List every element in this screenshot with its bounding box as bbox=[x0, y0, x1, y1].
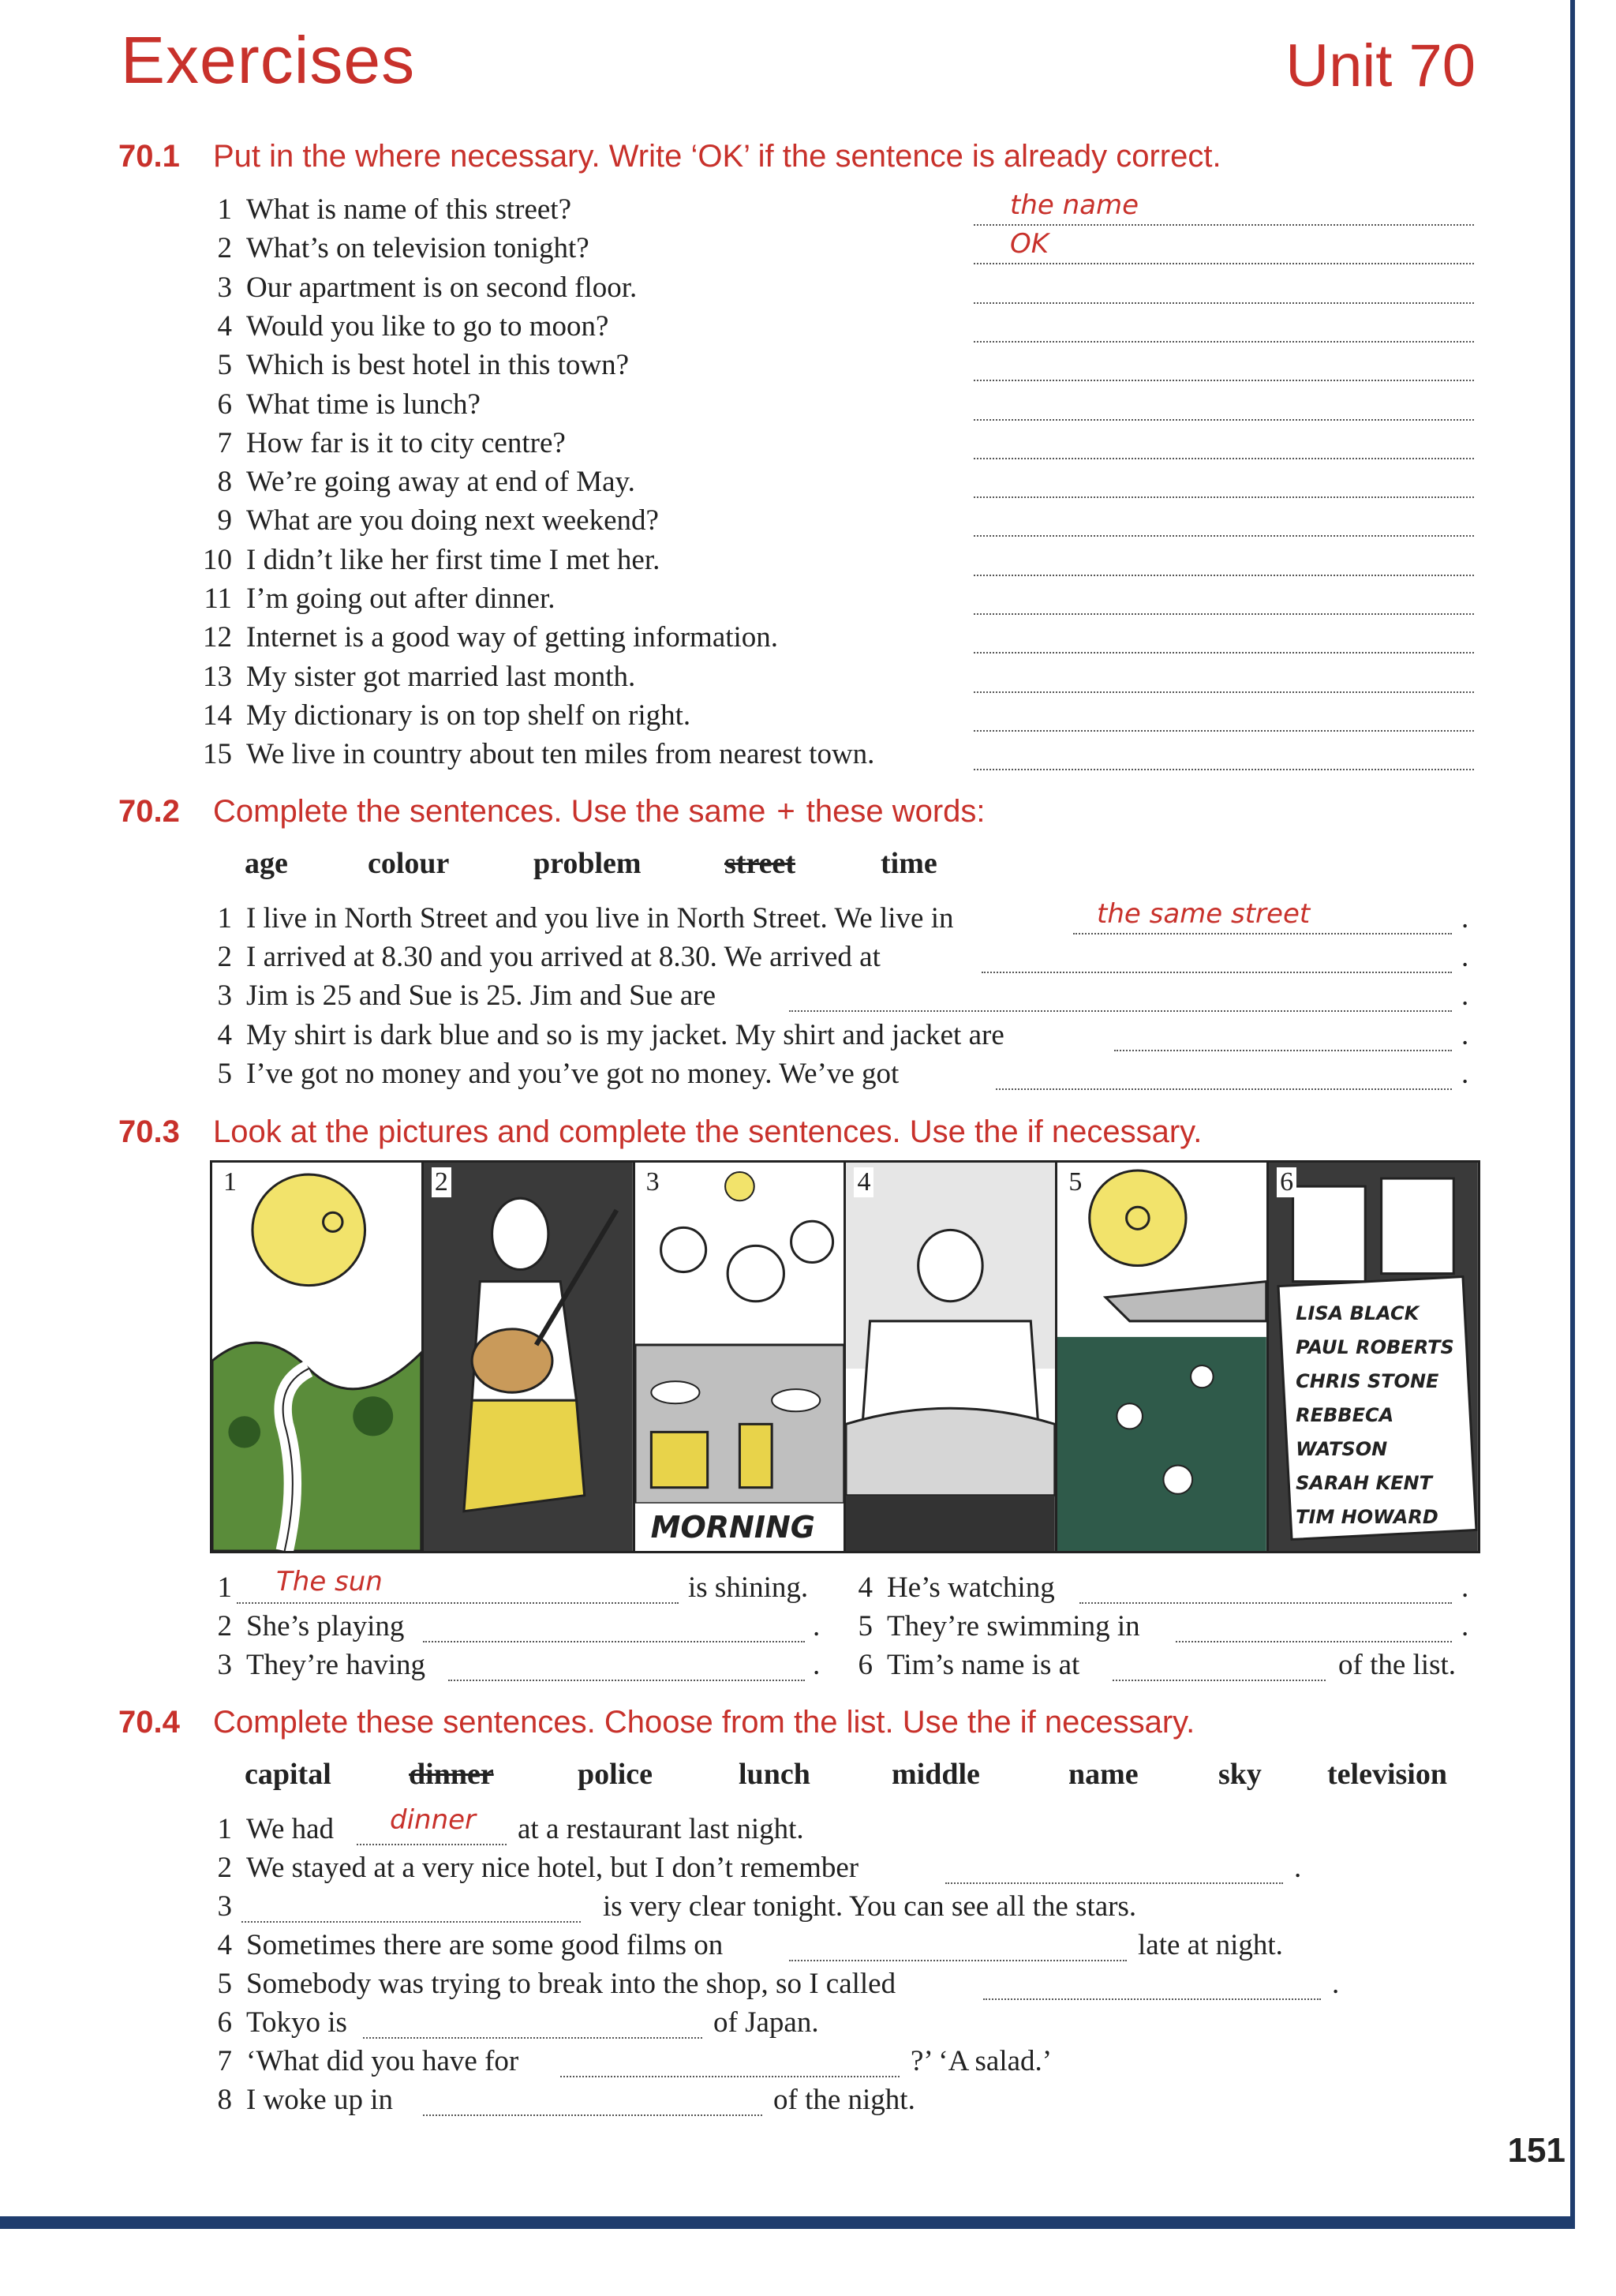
picture-number: 3 bbox=[643, 1167, 663, 1197]
item-text: I’ve got no money and you’ve got no money. We’ve got bbox=[246, 1058, 900, 1090]
tv-watching-illustration bbox=[846, 1163, 1055, 1551]
item-number: 13 bbox=[203, 661, 232, 693]
answer-line[interactable] bbox=[241, 1921, 581, 1923]
answer-line[interactable] bbox=[423, 1641, 805, 1642]
item-number: 1 bbox=[217, 1813, 232, 1845]
sentence-end: . bbox=[1461, 979, 1469, 1012]
list-name: REBBECA bbox=[1296, 1404, 1394, 1426]
list-item bbox=[193, 1928, 723, 1963]
instruction-text: these words: bbox=[806, 794, 986, 829]
item-number: 10 bbox=[203, 544, 232, 576]
list-item bbox=[193, 348, 629, 383]
sea-swimming-illustration bbox=[1057, 1163, 1266, 1551]
list-item bbox=[833, 1648, 1079, 1683]
guitar-player-illustration bbox=[424, 1163, 633, 1551]
item-text: They’re swimming in bbox=[887, 1610, 1140, 1642]
picture-guitar bbox=[424, 1163, 635, 1551]
answer-line[interactable] bbox=[448, 1680, 805, 1681]
list-item bbox=[193, 465, 635, 500]
answer-line[interactable] bbox=[974, 691, 1474, 693]
item-number: 2 bbox=[217, 232, 232, 264]
answer-line[interactable] bbox=[974, 769, 1474, 770]
item-text: I arrived at 8.30 and you arrived at 8.30. We arrived at bbox=[246, 941, 881, 973]
list-name: TIM HOWARD bbox=[1296, 1506, 1438, 1528]
item-number: 8 bbox=[217, 2084, 232, 2116]
word-option: lunch bbox=[739, 1758, 810, 1791]
item-number: 4 bbox=[217, 1929, 232, 1961]
item-number: 9 bbox=[217, 504, 232, 537]
list-item bbox=[833, 1609, 1140, 1644]
item-text: ‘What did you have for bbox=[246, 2045, 519, 2077]
exercise-number: 70.1 bbox=[118, 139, 180, 174]
right-border bbox=[1570, 0, 1575, 2229]
item-number: 6 bbox=[217, 2006, 232, 2039]
list-item bbox=[193, 1967, 896, 2002]
answer-line[interactable] bbox=[974, 263, 1474, 264]
item-text: Tokyo is bbox=[246, 2006, 347, 2039]
item-number: 6 bbox=[217, 388, 232, 421]
list-item bbox=[193, 309, 608, 344]
item-number: 5 bbox=[217, 1058, 232, 1090]
item-number: 4 bbox=[217, 1019, 232, 1051]
list-item bbox=[193, 193, 571, 227]
item-number: 14 bbox=[203, 699, 232, 732]
item-number: 1 bbox=[217, 1571, 232, 1604]
word-option: age bbox=[245, 847, 288, 880]
bottom-border bbox=[0, 2216, 1570, 2229]
answer-line[interactable] bbox=[974, 730, 1474, 732]
picture-caption: MORNING bbox=[650, 1510, 815, 1545]
exercise-number: 70.2 bbox=[118, 794, 180, 829]
item-number: 3 bbox=[217, 979, 232, 1012]
plus-symbol: + bbox=[776, 794, 795, 829]
item-text: How far is it to city centre? bbox=[246, 427, 566, 459]
word-option: problem bbox=[533, 847, 642, 880]
item-number: 1 bbox=[217, 193, 232, 226]
unit-label: Unit 70 bbox=[1285, 32, 1476, 99]
word-option: television bbox=[1327, 1758, 1447, 1791]
item-number: 7 bbox=[217, 2045, 232, 2077]
word-option: colour bbox=[368, 847, 450, 880]
item-text: I live in North Street and you live in North Street. We live in bbox=[246, 902, 954, 935]
sentence-end: . bbox=[1461, 1058, 1469, 1090]
word-option: sky bbox=[1218, 1758, 1262, 1791]
item-number: 4 bbox=[858, 1571, 873, 1604]
exercise-instruction: Complete these sentences. Choose from the list. Use the if necessary. bbox=[213, 1705, 1195, 1740]
list-item bbox=[193, 1018, 1004, 1053]
item-text: What’s on television tonight? bbox=[246, 232, 589, 264]
list-item bbox=[193, 1812, 334, 1847]
answer-text: dinner bbox=[390, 1804, 477, 1836]
item-text-after: ?’ ‘A salad.’ bbox=[911, 2045, 1053, 2077]
item-text-after: of the list. bbox=[1338, 1649, 1457, 1681]
item-number: 3 bbox=[217, 1649, 232, 1681]
list-item bbox=[193, 1890, 246, 1924]
answer-line[interactable] bbox=[983, 1998, 1321, 2000]
list-name: SARAH KENT bbox=[1296, 1472, 1432, 1494]
answer-line[interactable] bbox=[363, 2037, 702, 2039]
item-number: 2 bbox=[217, 1852, 232, 1884]
item-text: Jim is 25 and Sue is 25. Jim and Sue are bbox=[246, 979, 716, 1012]
list-item bbox=[193, 2006, 347, 2040]
answer-line[interactable] bbox=[996, 1088, 1452, 1090]
list-item bbox=[193, 231, 589, 266]
exercise-number: 70.4 bbox=[118, 1705, 180, 1740]
list-item bbox=[193, 1609, 404, 1644]
item-text-after: . bbox=[813, 1610, 821, 1642]
item-number: 12 bbox=[203, 621, 232, 654]
list-item bbox=[193, 2044, 518, 2079]
item-text-after: . bbox=[1294, 1852, 1302, 1884]
list-item bbox=[833, 1571, 1055, 1605]
item-text-after: . bbox=[813, 1649, 821, 1681]
word-option: dinner bbox=[409, 1758, 494, 1791]
item-text: He’s watching bbox=[887, 1571, 1055, 1604]
picture-sea bbox=[1057, 1163, 1269, 1551]
list-item bbox=[193, 901, 954, 936]
list-item bbox=[193, 1851, 858, 1886]
list-item bbox=[193, 979, 716, 1013]
picture-sun-park bbox=[212, 1163, 424, 1551]
list-item bbox=[193, 388, 481, 422]
item-number: 3 bbox=[217, 272, 232, 304]
answer-line[interactable] bbox=[1176, 1641, 1452, 1642]
word-option: police bbox=[578, 1758, 653, 1791]
item-number: 15 bbox=[203, 738, 232, 770]
item-text: We’re going away at end of May. bbox=[246, 466, 635, 498]
item-text: We stayed at a very nice hotel, but I don’t remember bbox=[246, 1852, 859, 1884]
picture-television bbox=[846, 1163, 1057, 1551]
list-item bbox=[193, 940, 881, 975]
item-number: 4 bbox=[217, 310, 232, 343]
exercise-number: 70.3 bbox=[118, 1114, 180, 1149]
item-number: 5 bbox=[217, 1968, 232, 2000]
list-item bbox=[193, 620, 778, 655]
item-text: I woke up in bbox=[246, 2084, 393, 2116]
list-item bbox=[193, 660, 635, 695]
picture-number: 5 bbox=[1065, 1167, 1085, 1197]
item-text-after: late at night. bbox=[1138, 1929, 1283, 1961]
list-item bbox=[193, 1057, 899, 1092]
answer-line[interactable] bbox=[974, 535, 1474, 537]
sentence-end: . bbox=[1461, 1019, 1469, 1051]
item-text: My sister got married last month. bbox=[246, 661, 636, 693]
picture-breakfast bbox=[635, 1163, 847, 1551]
word-option: time bbox=[881, 847, 937, 880]
answer-line[interactable] bbox=[1073, 933, 1452, 935]
answer-text: the name bbox=[1010, 189, 1139, 221]
item-text: My shirt is dark blue and so is my jacket. My shirt and jacket are bbox=[246, 1019, 1004, 1051]
sun-park-illustration bbox=[212, 1163, 421, 1551]
picture-number: 6 bbox=[1277, 1167, 1296, 1197]
item-text: My dictionary is on top shelf on right. bbox=[246, 699, 691, 732]
item-text: She’s playing bbox=[246, 1610, 405, 1642]
list-item bbox=[193, 582, 555, 616]
picture-number: 4 bbox=[854, 1167, 873, 1197]
list-item bbox=[193, 504, 659, 538]
picture-number: 2 bbox=[432, 1167, 451, 1197]
answer-text: The sun bbox=[276, 1566, 383, 1597]
item-text: What is name of this street? bbox=[246, 193, 572, 226]
word-option: capital bbox=[245, 1758, 331, 1791]
item-text: We live in country about ten miles from nearest town. bbox=[246, 738, 875, 770]
picture-strip bbox=[210, 1160, 1480, 1553]
page-title: Exercises bbox=[121, 23, 416, 97]
answer-line[interactable] bbox=[974, 341, 1474, 343]
list-item bbox=[193, 737, 874, 772]
answer-line[interactable] bbox=[237, 1602, 679, 1604]
name-list bbox=[1296, 1297, 1454, 1534]
answer-line[interactable] bbox=[974, 575, 1474, 576]
list-item bbox=[193, 426, 566, 461]
answer-line[interactable] bbox=[789, 1960, 1127, 1961]
list-item bbox=[193, 271, 637, 305]
item-text-after: . bbox=[1332, 1968, 1340, 2000]
instruction-text: Complete the sentences. Use the same bbox=[213, 794, 766, 829]
item-text-after: of Japan. bbox=[713, 2006, 819, 2039]
item-text: I didn’t like her first time I met her. bbox=[246, 544, 660, 576]
picture-list bbox=[1269, 1163, 1478, 1551]
item-text-after: is very clear tonight. You can see all the stars. bbox=[603, 1890, 1137, 1923]
answer-line[interactable] bbox=[357, 1844, 507, 1845]
item-text: They’re having bbox=[246, 1649, 426, 1681]
list-item bbox=[193, 1571, 246, 1605]
exercise-instruction: Look at the pictures and complete the sentences. Use the if necessary. bbox=[213, 1114, 1203, 1149]
exercise-instruction bbox=[213, 794, 986, 830]
item-text: I’m going out after dinner. bbox=[246, 582, 556, 615]
item-text: What are you doing next weekend? bbox=[246, 504, 659, 537]
answer-line[interactable] bbox=[1079, 1602, 1452, 1604]
word-option: name bbox=[1068, 1758, 1139, 1791]
item-number: 7 bbox=[217, 427, 232, 459]
picture-number: 1 bbox=[220, 1167, 240, 1197]
word-option: street bbox=[724, 847, 796, 880]
answer-line[interactable] bbox=[560, 2076, 900, 2077]
list-item bbox=[193, 2083, 393, 2118]
answer-line[interactable] bbox=[974, 224, 1474, 226]
item-text: Somebody was trying to break into the shop, so I called bbox=[246, 1968, 896, 2000]
item-number: 5 bbox=[217, 349, 232, 381]
answer-line[interactable] bbox=[789, 1010, 1452, 1012]
item-text: Internet is a good way of getting information. bbox=[246, 621, 779, 654]
item-text: Sometimes there are some good films on bbox=[246, 1929, 724, 1961]
list-item bbox=[193, 699, 690, 733]
answer-line[interactable] bbox=[974, 302, 1474, 304]
answer-line[interactable] bbox=[1113, 1680, 1326, 1681]
breakfast-illustration bbox=[635, 1163, 844, 1551]
answer-text: the same street bbox=[1097, 898, 1311, 930]
answer-line[interactable] bbox=[974, 380, 1474, 381]
item-text: Our apartment is on second floor. bbox=[246, 272, 638, 304]
item-number: 5 bbox=[858, 1610, 873, 1642]
item-text: Tim’s name is at bbox=[887, 1649, 1080, 1681]
item-number: 6 bbox=[858, 1649, 873, 1681]
item-number: 11 bbox=[204, 582, 232, 615]
answer-line[interactable] bbox=[945, 1882, 1283, 1884]
item-number: 8 bbox=[217, 466, 232, 498]
item-number: 2 bbox=[217, 941, 232, 973]
item-number: 1 bbox=[217, 902, 232, 935]
list-name: WATSON bbox=[1296, 1438, 1388, 1460]
item-number: 3 bbox=[217, 1890, 232, 1923]
word-option: middle bbox=[892, 1758, 980, 1791]
answer-text: OK bbox=[1010, 228, 1049, 260]
page-number: 151 bbox=[1507, 2131, 1566, 2170]
list-item bbox=[193, 1648, 425, 1683]
answer-line[interactable] bbox=[423, 2114, 762, 2116]
item-text-after: at a restaurant last night. bbox=[518, 1813, 804, 1845]
list-name: CHRIS STONE bbox=[1296, 1370, 1439, 1392]
exercise-instruction: Put in the where necessary. Write ‘OK’ if the sentence is already correct. bbox=[213, 139, 1221, 174]
sentence-end: . bbox=[1461, 902, 1469, 935]
answer-line[interactable] bbox=[1114, 1050, 1452, 1051]
item-text-after: . bbox=[1461, 1610, 1469, 1642]
item-text-after: of the night. bbox=[773, 2084, 915, 2116]
list-name: PAUL ROBERTS bbox=[1296, 1336, 1454, 1358]
answer-line[interactable] bbox=[974, 652, 1474, 654]
answer-line[interactable] bbox=[974, 496, 1474, 498]
item-text-after: is shining. bbox=[688, 1571, 809, 1604]
item-text: What time is lunch? bbox=[246, 388, 481, 421]
answer-line[interactable] bbox=[974, 613, 1474, 615]
item-text: We had bbox=[246, 1813, 335, 1845]
list-item bbox=[193, 543, 660, 578]
answer-line[interactable] bbox=[982, 972, 1452, 973]
sentence-end: . bbox=[1461, 941, 1469, 973]
answer-line[interactable] bbox=[974, 458, 1474, 459]
item-number: 2 bbox=[217, 1610, 232, 1642]
answer-line[interactable] bbox=[974, 419, 1474, 421]
list-name: LISA BLACK bbox=[1296, 1302, 1420, 1324]
item-text-after: . bbox=[1461, 1571, 1469, 1604]
item-text: Which is best hotel in this town? bbox=[246, 349, 630, 381]
item-text: Would you like to go to moon? bbox=[246, 310, 609, 343]
